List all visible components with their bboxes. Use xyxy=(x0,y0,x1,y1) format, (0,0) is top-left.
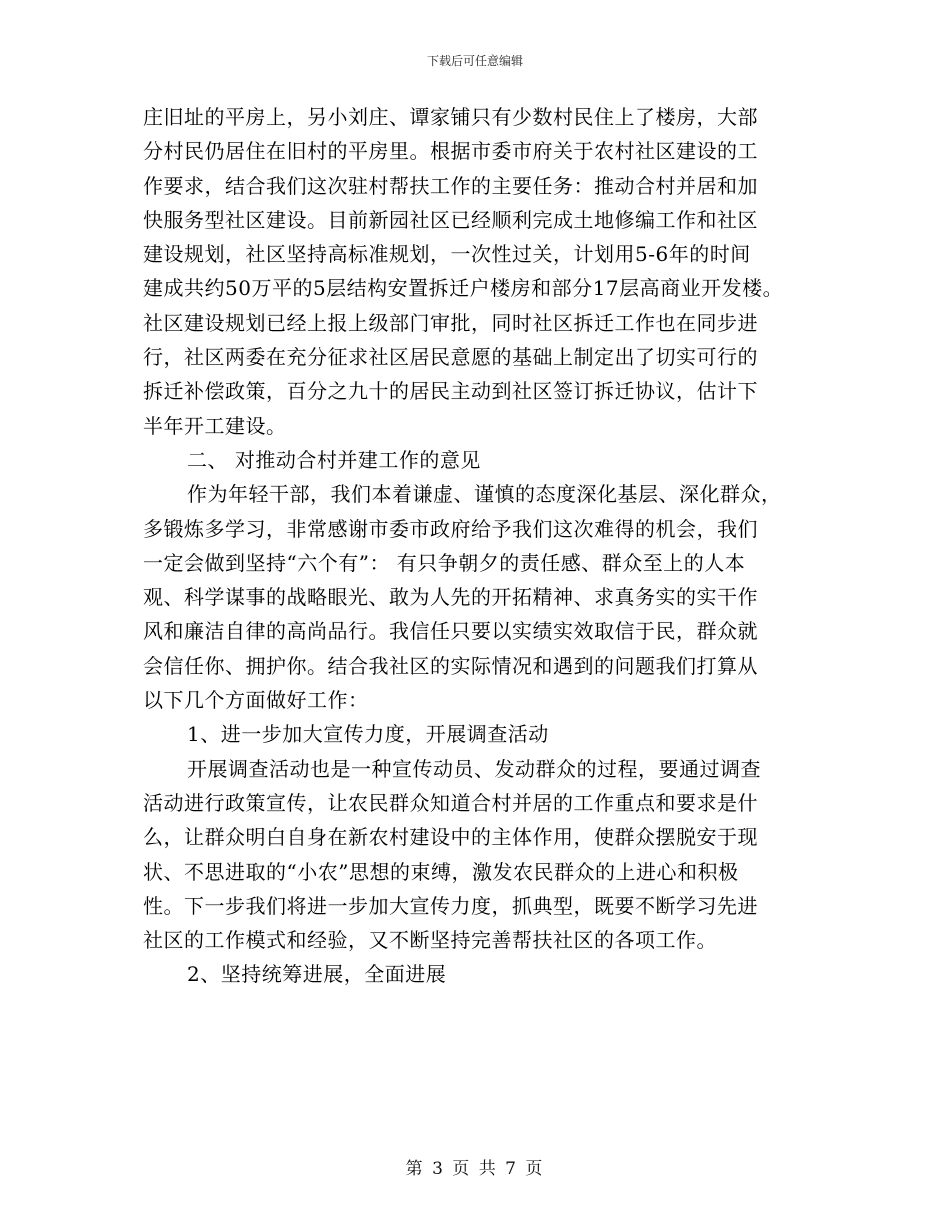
paragraph-line: 以下几个方面做好工作： xyxy=(143,688,369,713)
paragraph-line: 多锻炼多学习，非常感谢市委市政府给予我们这次难得的机会，我们 xyxy=(143,516,758,541)
paragraph-line: 开展调查活动也是一种宣传动员、发动群众的过程，要通过调查 xyxy=(187,756,761,781)
body-text xyxy=(143,100,823,992)
paragraph-line: 作要求，结合我们这次驻村帮扶工作的主要任务：推动合村并居和加 xyxy=(143,173,758,198)
paragraph-line: 建成共约50万平的5层结构安置拆迁户楼房和部分17层高商业开发楼。 xyxy=(143,276,784,301)
paragraph-line: 会信任你、拥护你。结合我社区的实际情况和遇到的问题我们打算从 xyxy=(143,653,758,678)
paragraph-line: 拆迁补偿政策，百分之九十的居民主动到社区签订拆迁协议，估计下 xyxy=(143,379,758,404)
paragraph-line: 建设规划，社区坚持高标准规划，一次性过关，计划用5-6年的时间 xyxy=(143,242,751,267)
paragraph-line: 分村民仍居住在旧村的平房里。根据市委市府关于农村社区建设的工 xyxy=(143,139,758,164)
paragraph-line: 观、科学谋事的战略眼光、敢为人先的开拓精神、求真务实的实干作 xyxy=(143,585,758,610)
subsection-heading: 1、进一步加大宣传力度，开展调查活动 xyxy=(187,722,549,747)
page-footer: 第 3 页 共 7 页 xyxy=(405,1159,545,1179)
paragraph-line: 半年开工建设。 xyxy=(143,413,287,438)
paragraph-line: 么，让群众明白自身在新农村建设中的主体作用，使群众摆脱安于现 xyxy=(143,825,758,850)
paragraph-line: 社区建设规划已经上报上级部门审批，同时社区拆迁工作也在同步进 xyxy=(143,310,758,335)
paragraph-line: 风和廉洁自律的高尚品行。我信任只要以实绩实效取信于民，群众就 xyxy=(143,619,758,644)
paragraph-line: 社区的工作模式和经验，又不断坚持完善帮扶社区的各项工作。 xyxy=(143,928,717,953)
page-header: 下载后可任意编辑 xyxy=(426,54,523,68)
subsection-heading: 2、坚持统筹进展，全面进展 xyxy=(187,962,447,987)
section-heading: 二、 对推动合村并建工作的意见 xyxy=(187,447,481,472)
paragraph-line: 作为年轻干部，我们本着谦虚、谨慎的态度深化基层、深化群众， xyxy=(187,482,782,507)
paragraph-line: 活动进行政策宣传，让农民群众知道合村并居的工作重点和要求是什 xyxy=(143,790,758,815)
paragraph-line: 行，社区两委在充分征求社区居民意愿的基础上制定出了切实可行的 xyxy=(143,345,758,370)
paragraph-line: 快服务型社区建设。目前新园社区已经顺利完成土地修编工作和社区 xyxy=(143,207,758,232)
paragraph-line: 一定会做到坚持“六个有”： 有只争朝夕的责任感、群众至上的人本 xyxy=(143,550,746,575)
paragraph-line: 性。下一步我们将进一步加大宣传力度，抓典型，既要不断学习先进 xyxy=(143,893,758,918)
paragraph-line: 庄旧址的平房上，另小刘庄、谭家铺只有少数村民住上了楼房，大部 xyxy=(143,105,758,129)
paragraph-line: 状、不思进取的“小农”思想的束缚，激发农民群众的上进心和积极 xyxy=(143,859,739,884)
